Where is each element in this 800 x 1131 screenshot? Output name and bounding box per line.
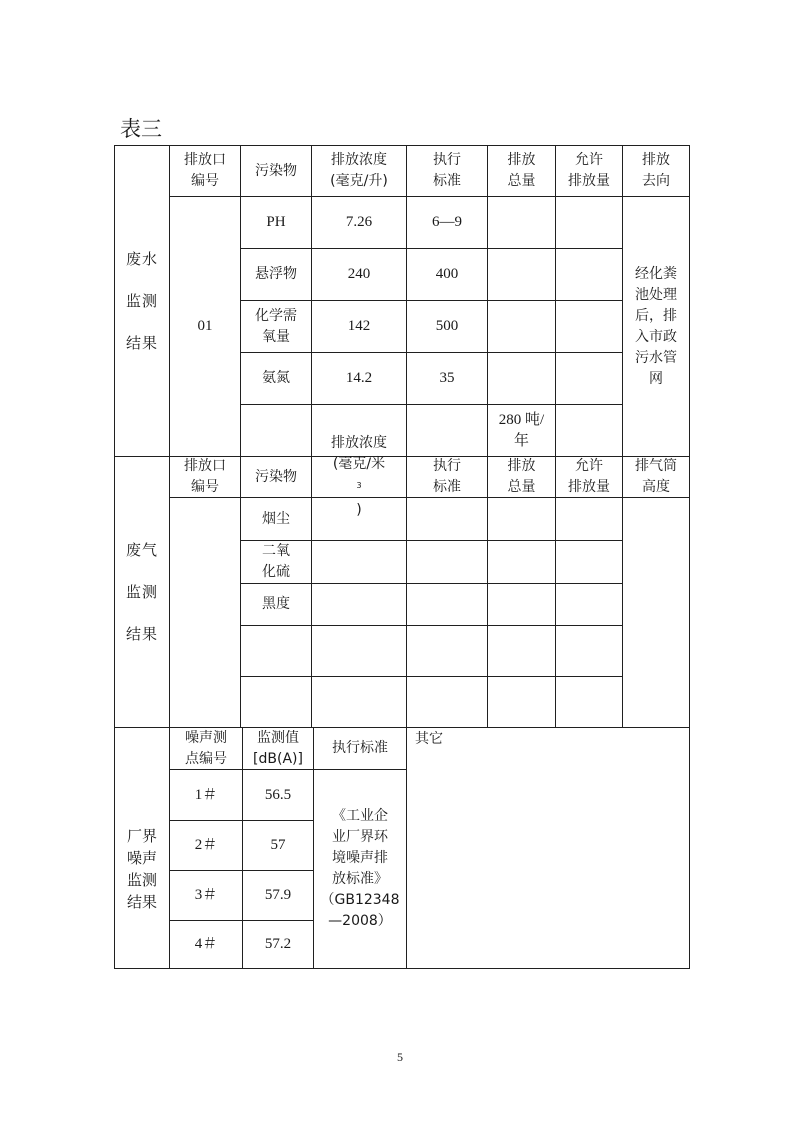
ww-row-4-concentration: 14.2	[345, 370, 373, 386]
noise-header-other: 其它	[415, 731, 443, 747]
noise-row-2-point: 2＃	[194, 837, 218, 853]
noise-row-4-value: 57.2	[264, 936, 292, 952]
noise-standard-text: 《工业企 业厂界环 境噪声排 放标准》 （GB12348 —2008）	[320, 808, 400, 929]
exhaust-section-label: 废气 监测 结果	[125, 541, 158, 643]
ww-row-2-concentration: 240	[347, 266, 371, 282]
ex-header-concentration: 排放浓度 (毫克/米 $^3$ )	[331, 434, 387, 519]
ww-row-3-concentration: 142	[347, 318, 371, 334]
ex-header-outlet: 排放口 编号	[184, 458, 226, 495]
ww-row-1-pollutant: PH	[266, 214, 286, 230]
ex-row-3-pollutant: 黑度	[262, 596, 290, 612]
noise-header-point: 噪声测 点编号	[185, 729, 227, 767]
ww-row-1-standard: 6—9	[432, 214, 462, 230]
ex-header-allowed: 允许 排放量	[568, 458, 610, 495]
noise-header-value: 监测值 [dB(A)]	[253, 729, 303, 767]
ww-row-2-pollutant: 悬浮物	[255, 266, 297, 282]
noise-header-standard: 执行标准	[332, 740, 388, 756]
ww-header-destination: 排放 去向	[642, 152, 670, 189]
ww-row-3-pollutant: 化学需 氧量	[255, 307, 297, 345]
ww-header-total: 排放 总量	[507, 152, 536, 189]
ww-header-outlet: 排放口 编号	[184, 152, 226, 189]
page-number: 5	[397, 1050, 403, 1064]
ex-header-pollutant: 污染物	[255, 468, 297, 485]
noise-row-1-value: 56.5	[264, 786, 292, 803]
noise-row-2-value: 57	[270, 837, 286, 853]
ww-row-3-standard: 500	[435, 318, 459, 334]
ww-header-concentration: 排放浓度 (毫克/升)	[330, 152, 388, 189]
ww-total-volume: 280 吨/ 年	[498, 411, 545, 449]
ww-row-4-standard: 35	[439, 370, 455, 386]
ww-outlet-number: 01	[197, 318, 213, 334]
ww-header-pollutant: 污染物	[255, 162, 297, 179]
noise-section-label: 厂界 噪声 监测 结果	[126, 827, 157, 911]
ex-header-stack-height: 排气筒 高度	[635, 458, 677, 495]
ex-header-total: 排放 总量	[507, 458, 536, 495]
ex-row-1-pollutant: 烟尘	[262, 510, 290, 527]
noise-row-3-point: 3＃	[194, 887, 218, 903]
ww-row-2-standard: 400	[435, 266, 459, 282]
ww-header-allowed: 允许 排放量	[568, 152, 610, 189]
noise-row-3-value: 57.9	[264, 887, 292, 903]
ww-destination-text: 经化粪 池处理 后，排 入市政 污水管 网	[635, 265, 677, 387]
ex-row-2-pollutant: 二氧 化硫	[262, 543, 290, 580]
ex-header-standard: 执行 标准	[433, 458, 461, 495]
ww-row-4-pollutant: 氨氮	[262, 370, 290, 386]
ww-row-1-concentration: 7.26	[345, 214, 373, 230]
noise-row-4-point: 4＃	[194, 936, 218, 952]
noise-row-1-point: 1＃	[194, 786, 218, 803]
wastewater-section-label: 废水 监测 结果	[125, 250, 158, 352]
table-heading: 表三	[120, 117, 162, 141]
ww-header-standard: 执行 标准	[433, 152, 461, 189]
